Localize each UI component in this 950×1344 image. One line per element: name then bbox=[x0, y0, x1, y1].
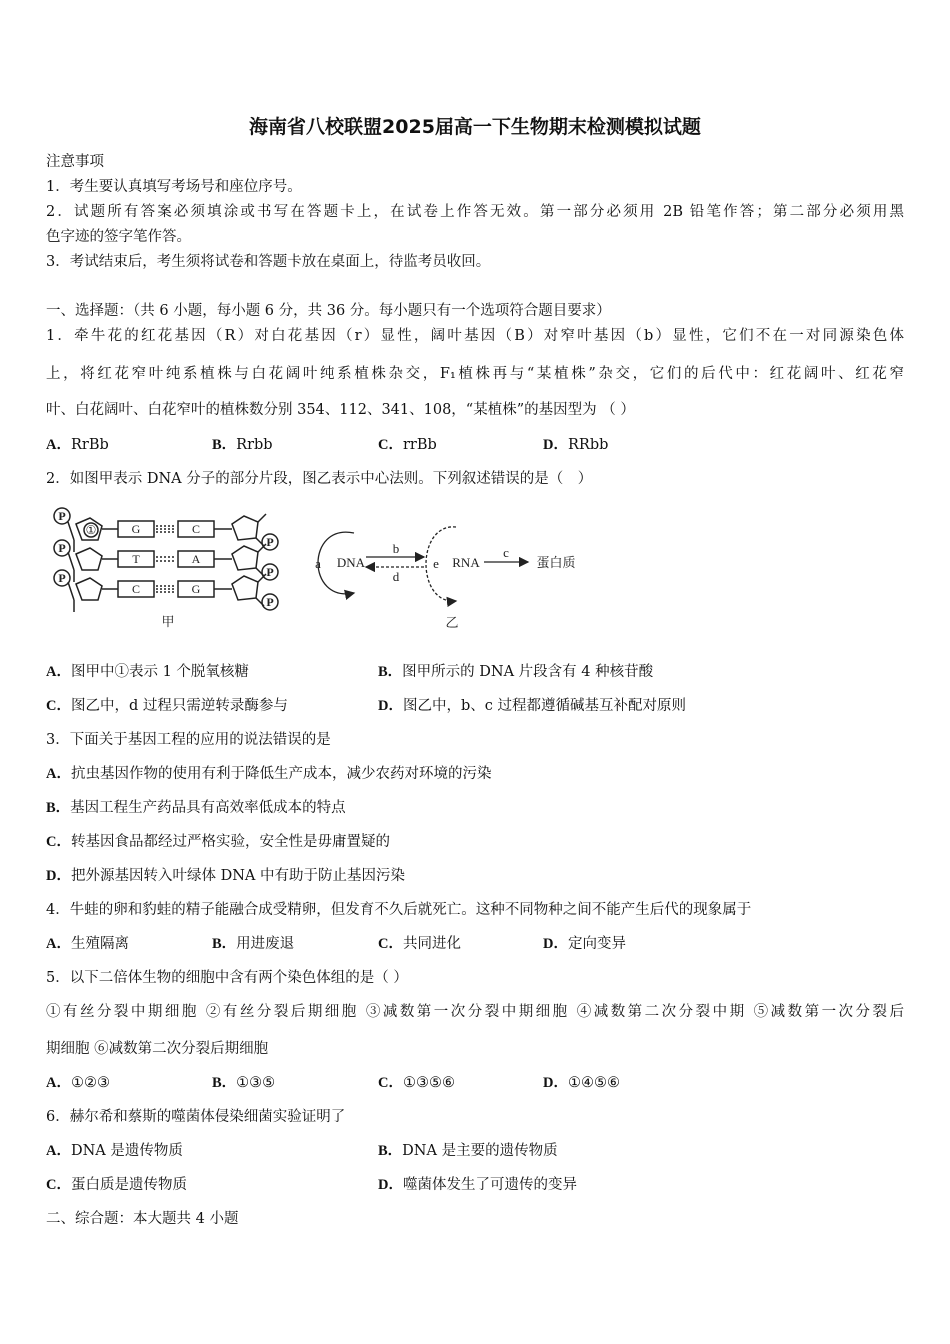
question-6-stem: 6．赫尔希和蔡斯的噬菌体侵染细菌实验证明了 bbox=[46, 1109, 346, 1125]
q1-option-d: D．RRbb bbox=[543, 437, 609, 453]
question-5-list: ①有丝分裂中期细胞 ②有丝分裂后期细胞 ③减数第一次分裂中期细胞 ④减数第二次分裂中期 ⑤减数第一次分裂后 bbox=[46, 1004, 904, 1020]
note-item: 色字迹的签字笔作答。 bbox=[46, 229, 191, 245]
q2-option-a: A．图甲中①表示 1 个脱氧核糖 bbox=[46, 664, 249, 680]
page-title: 海南省八校联盟2025届高一下生物期末检测模拟试题 bbox=[249, 116, 701, 138]
q3-option-a: A．抗虫基因作物的使用有利于降低生产成本，减少农药对环境的污染 bbox=[46, 766, 492, 782]
base-label: A bbox=[191, 552, 201, 566]
figure-caption: 甲 bbox=[161, 614, 175, 629]
process-a-label: a bbox=[315, 556, 321, 571]
question-1-line: 叶、白花阔叶、白花窄叶的植株数分别 354、112、341、108，“某植株”的基因型为 （ ） bbox=[46, 402, 635, 418]
question-1-line: 上，将红花窄叶纯系植株与白花阔叶纯系植株杂交，F₁植株再与“某植株”杂交，它们的后代中：红花阔叶、红花窄 bbox=[46, 366, 904, 382]
q2-option-b: B．图甲所示的 DNA 片段含有 4 种核苷酸 bbox=[378, 664, 654, 680]
q6-option-d: D．噬菌体发生了可遗传的变异 bbox=[378, 1177, 577, 1193]
q3-option-b: B．基因工程生产药品具有高效率低成本的特点 bbox=[46, 800, 346, 816]
question-2-stem: 2．如图甲表示 DNA 分子的部分片段，图乙表示中心法则。下列叙述错误的是（ ） bbox=[46, 471, 593, 487]
question-4-stem: 4．牛蛙的卵和豹蛙的精子能融合成受精卵，但发育不久后就死亡。这种不同物种之间不能产生后代的现象属于 bbox=[46, 902, 752, 918]
q5-option-d: D．①④⑤⑥ bbox=[543, 1075, 620, 1091]
q6-option-a: A．DNA 是遗传物质 bbox=[46, 1143, 183, 1159]
process-e-label: e bbox=[433, 556, 439, 571]
section-heading: 一、选择题：（共 6 小题，每小题 6 分，共 36 分。每小题只有一个选项符合题目要求） bbox=[46, 303, 611, 319]
figure-caption: 乙 bbox=[445, 615, 459, 630]
question-3-stem: 3．下面关于基因工程的应用的说法错误的是 bbox=[46, 732, 331, 748]
process-c-label: c bbox=[503, 545, 509, 560]
notes-heading: 注意事项 bbox=[46, 154, 104, 170]
q5-option-c: C．①③⑤⑥ bbox=[378, 1075, 455, 1091]
q4-option-a: A．生殖隔离 bbox=[46, 936, 129, 952]
base-label: T bbox=[132, 552, 140, 566]
q4-option-c: C．共同进化 bbox=[378, 936, 461, 952]
q2-option-c: C．图乙中，d 过程只需逆转录酶参与 bbox=[46, 698, 288, 714]
process-d-label: d bbox=[392, 569, 400, 584]
dna-label: DNA bbox=[336, 555, 366, 570]
q1-option-c: C．rrBb bbox=[378, 437, 437, 453]
phosphate-label: P bbox=[266, 595, 274, 609]
note-item: 2．试题所有答案必须填涂或书写在答题卡上，在试卷上作答无效。第一部分必须用 2B 铅笔作答；第二部分必须用黑 bbox=[46, 204, 904, 220]
question-5-list: 期细胞 ⑥减数第二次分裂后期细胞 bbox=[46, 1041, 269, 1057]
section-heading: 二、综合题：本大题共 4 小题 bbox=[46, 1211, 239, 1227]
note-item: 1．考生要认真填写考场号和座位序号。 bbox=[46, 179, 302, 195]
process-b-label: b bbox=[392, 541, 400, 556]
q5-option-a: A．①②③ bbox=[46, 1075, 110, 1091]
q1-option-b: B．Rrbb bbox=[212, 437, 273, 453]
phosphate-label: P bbox=[58, 509, 66, 523]
phosphate-label: P bbox=[58, 541, 66, 555]
q1-option-a: A．RrBb bbox=[46, 437, 109, 453]
phosphate-label: P bbox=[58, 571, 66, 585]
q5-option-b: B．①③⑤ bbox=[212, 1075, 276, 1091]
base-label: G bbox=[131, 522, 141, 536]
question-1-line: 1．牵牛花的红花基因（R）对白花基因（r）显性，阔叶基因（B）对窄叶基因（b）显性，它们不在一对同源染色体 bbox=[46, 328, 904, 344]
base-label: C bbox=[131, 582, 141, 596]
q6-option-c: C．蛋白质是遗传物质 bbox=[46, 1177, 187, 1193]
protein-label: 蛋白质 bbox=[536, 555, 576, 570]
q6-option-b: B．DNA 是主要的遗传物质 bbox=[378, 1143, 558, 1159]
base-label: C bbox=[191, 522, 201, 536]
rna-label: RNA bbox=[452, 555, 480, 570]
phosphate-label: P bbox=[266, 535, 274, 549]
base-label: G bbox=[191, 582, 201, 596]
q3-option-d: D．把外源基因转入叶绿体 DNA 中有助于防止基因污染 bbox=[46, 868, 405, 884]
dna-fragment-figure bbox=[46, 500, 286, 635]
phosphate-label: P bbox=[266, 565, 274, 579]
question-5-stem: 5．以下二倍体生物的细胞中含有两个染色体组的是（ ） bbox=[46, 970, 408, 986]
q4-option-b: B．用进废退 bbox=[212, 936, 295, 952]
q4-option-d: D．定向变异 bbox=[543, 936, 626, 952]
q3-option-c: C．转基因食品都经过严格实验，安全性是毋庸置疑的 bbox=[46, 834, 390, 850]
marker-1-label: ① bbox=[85, 523, 97, 537]
note-item: 3．考试结束后，考生须将试卷和答题卡放在桌面上，待监考员收回。 bbox=[46, 254, 491, 270]
q2-option-d: D．图乙中，b、c 过程都遵循碱基互补配对原则 bbox=[378, 698, 686, 714]
central-dogma-figure bbox=[306, 505, 596, 635]
